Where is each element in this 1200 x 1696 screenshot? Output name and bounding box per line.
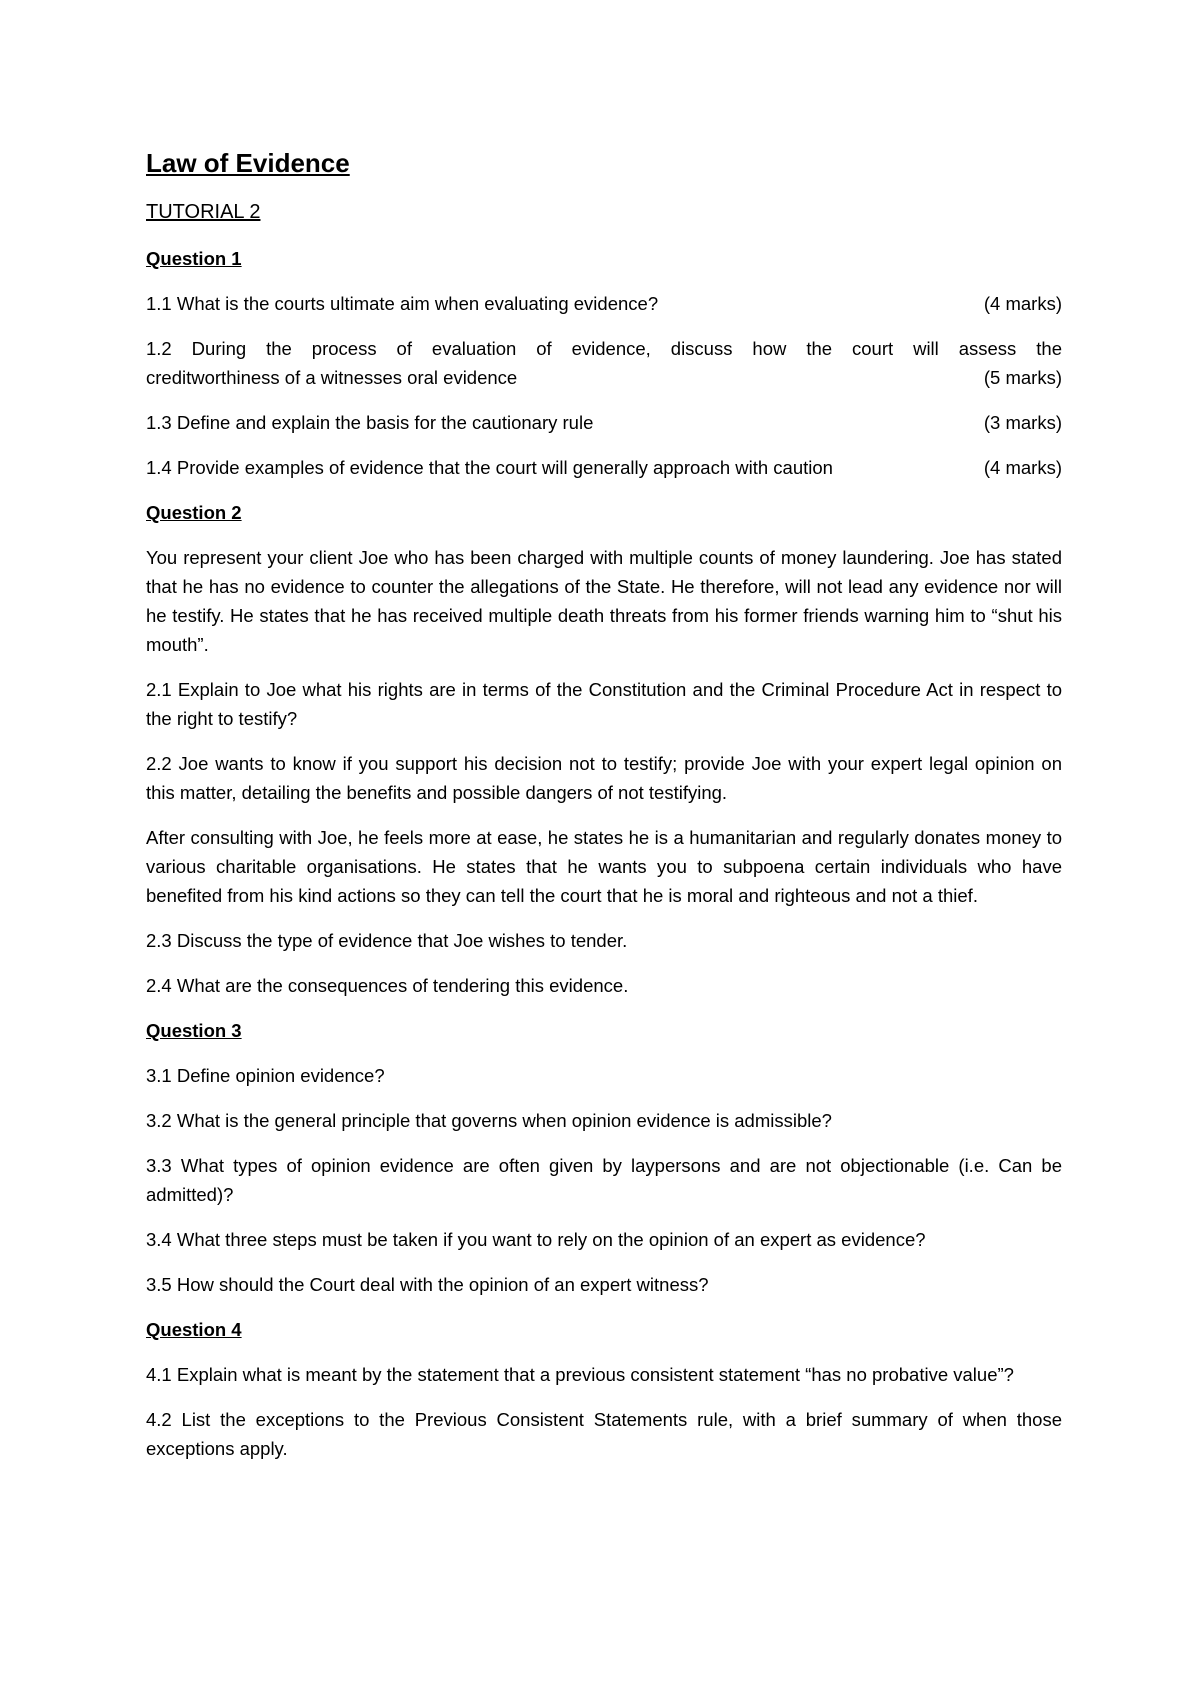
- question-1-heading: Question 1: [146, 248, 242, 269]
- question-3-1: 3.1 Define opinion evidence?: [146, 1065, 385, 1086]
- document-body: [146, 146, 1062, 1479]
- question-2-heading: Question 2: [146, 502, 242, 523]
- question-3-5: 3.5 How should the Court deal with the opinion of an expert witness?: [146, 1274, 709, 1295]
- question-2-intro: You represent your client Joe who has been charged with multiple counts of money laundering. Joe has stated that he has no evidence to counter the allegations of the State. He therefore, will not lead any evidence nor will he testify. He states that he has received multiple death threats from his former friends warning him to “shut his mouth”.: [146, 547, 1062, 655]
- question-1-1-marks: (4 marks): [983, 293, 1062, 314]
- question-1-3-marks: (3 marks): [983, 412, 1062, 433]
- document-title: Law of Evidence: [146, 148, 350, 178]
- question-2-4: 2.4 What are the consequences of tendering this evidence.: [146, 975, 629, 996]
- question-1-3-text: 1.3 Define and explain the basis for the cautionary rule: [146, 412, 594, 433]
- question-4-heading: Question 4: [146, 1319, 242, 1340]
- question-1-2-line2: [146, 363, 1062, 392]
- question-1-1: [146, 289, 1062, 318]
- question-2-1: 2.1 Explain to Joe what his rights are in terms of the Constitution and the Criminal Procedure Act in respect to the right to testify?: [146, 679, 1062, 729]
- question-3-2: 3.2 What is the general principle that governs when opinion evidence is admissible?: [146, 1110, 832, 1131]
- tutorial-heading: TUTORIAL 2: [146, 201, 261, 223]
- question-1-3: [146, 408, 1062, 437]
- question-2-3: 2.3 Discuss the type of evidence that Joe wishes to tender.: [146, 930, 628, 951]
- question-1-2-text-line2: creditworthiness of a witnesses oral evidence: [146, 367, 518, 388]
- question-4-2: 4.2 List the exceptions to the Previous Consistent Statements rule, with a brief summary of when those exceptions apply.: [146, 1409, 1062, 1459]
- question-3-4: 3.4 What three steps must be taken if you want to rely on the opinion of an expert as evidence?: [146, 1229, 926, 1250]
- question-1-4: [146, 453, 1062, 482]
- question-2-scenario: After consulting with Joe, he feels more at ease, he states he is a humanitarian and regularly donates money to various charitable organisations. He states that he wants you to subpoena certain individuals who have benefited from his kind actions so they can tell the court that he is moral and righteous and not a thief.: [146, 827, 1062, 906]
- question-3-heading: Question 3: [146, 1020, 242, 1041]
- question-1-2: [146, 334, 1062, 392]
- question-2-2: 2.2 Joe wants to know if you support his decision not to testify; provide Joe with your expert legal opinion on this matter, detailing the benefits and possible dangers of not testifying.: [146, 753, 1062, 803]
- question-1-1-text: 1.1 What is the courts ultimate aim when evaluating evidence?: [146, 293, 659, 314]
- question-3-3: 3.3 What types of opinion evidence are often given by laypersons and are not objectionable (i.e. Can be admitted)?: [146, 1155, 1062, 1205]
- question-1-4-text: 1.4 Provide examples of evidence that the court will generally approach with caution: [146, 457, 833, 478]
- question-4-1: 4.1 Explain what is meant by the statement that a previous consistent statement “has no probative value”?: [146, 1364, 1014, 1385]
- question-1-4-marks: (4 marks): [983, 457, 1062, 478]
- question-1-2-text-line1: 1.2 During the process of evaluation of evidence, discuss how the court will assess the: [146, 338, 1062, 359]
- question-1-2-marks: (5 marks): [983, 367, 1062, 388]
